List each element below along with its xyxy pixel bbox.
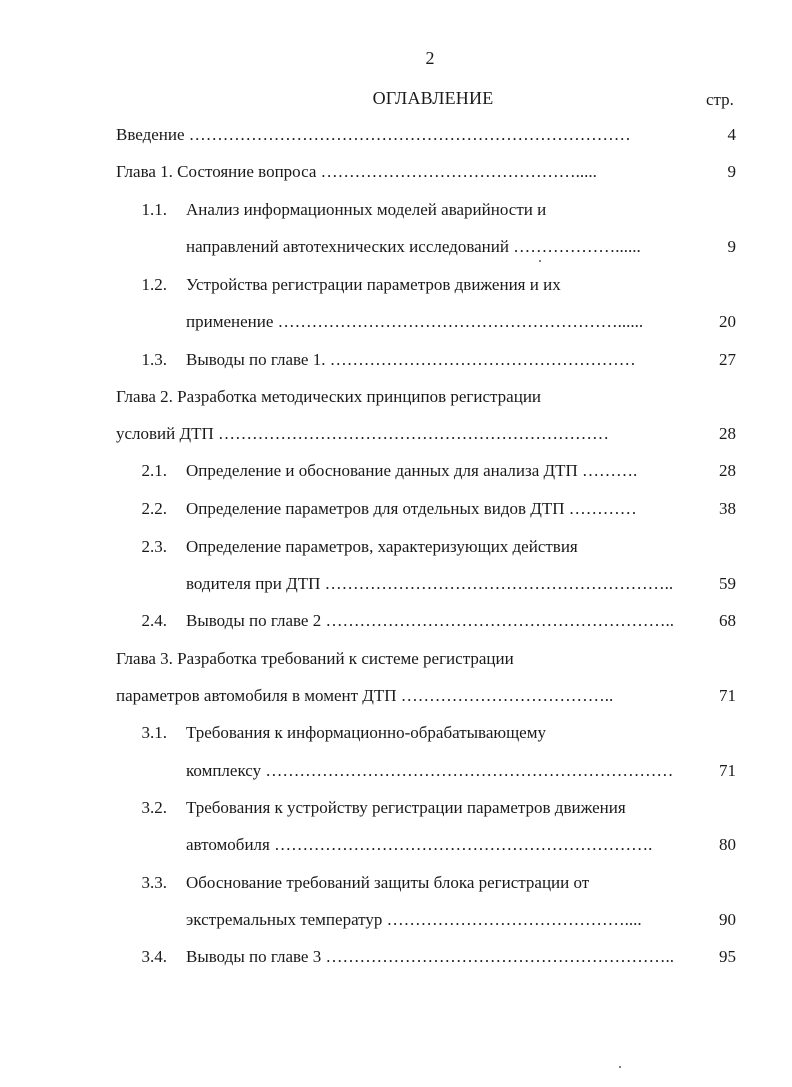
toc-entry-number: 2.3. — [141, 537, 167, 556]
toc-entry-number: 2.4. — [141, 611, 167, 630]
toc-entry-text: Обоснование требований защиты блока регистрации от — [186, 873, 590, 892]
toc-entry-text: Требования к устройству регистрации параметров движения — [186, 798, 626, 817]
toc-entry-text: Анализ информационных моделей аварийности и — [186, 200, 547, 219]
toc-entry-text: Выводы по главе 1. ……………………………………………… — [186, 350, 636, 369]
toc-entry-page: 20 — [719, 312, 736, 331]
toc-entry-number: 2.2. — [141, 499, 167, 518]
toc-entry-text: Определение и обоснование данных для анализа ДТП ………. — [186, 461, 638, 480]
toc-entry-page: 80 — [719, 835, 736, 854]
toc-entry-page: 71 — [719, 761, 736, 780]
toc-entry-page: 27 — [719, 350, 736, 369]
toc-entry-text: параметров автомобиля в момент ДТП ……………………………….. — [116, 686, 614, 705]
toc-entry-number: 3.3. — [141, 873, 167, 892]
toc-entry-text: экстремальных температур …………………………………….... — [186, 910, 642, 929]
toc-entry-page: 38 — [719, 499, 736, 518]
scan-speck — [539, 260, 541, 262]
toc-entry-page: 9 — [727, 162, 736, 181]
toc-entry-page: 4 — [727, 125, 736, 144]
toc-entry-text: направлений автотехнических исследований ………………...... — [186, 237, 641, 256]
toc-entry-text: Определение параметров для отдельных видов ДТП ………… — [186, 499, 637, 518]
toc-entry-number: 3.4. — [141, 947, 167, 966]
toc-entry-text: водителя при ДТП …………………………………………………….. — [186, 574, 674, 593]
toc-entry-text: автомобиля …………………………………………………………. — [186, 835, 653, 854]
toc-entry-number: 1.3. — [141, 350, 167, 369]
scan-speck — [619, 1066, 621, 1068]
toc-entry-number: 1.1. — [141, 200, 167, 219]
toc-entry-page: 59 — [719, 574, 736, 593]
toc-entry-number: 3.1. — [141, 723, 167, 742]
toc-entry-text: Выводы по главе 2 …………………………………………………….. — [186, 611, 674, 630]
toc-entry-number: 3.2. — [141, 798, 167, 817]
toc-entry-page: 71 — [719, 686, 736, 705]
toc-entry-page: 28 — [719, 424, 736, 443]
toc-entry-page: 90 — [719, 910, 736, 929]
toc-entry-page: 95 — [719, 947, 736, 966]
toc-entry-page: 28 — [719, 461, 736, 480]
toc-entry-page: 68 — [719, 611, 736, 630]
toc-entry-text: Определение параметров, характеризующих действия — [186, 537, 578, 556]
toc-entry-text: Введение …………………………………………………………………… — [116, 125, 631, 144]
toc-entry-text: Устройства регистрации параметров движения и их — [186, 275, 561, 294]
toc-entry-number: 1.2. — [141, 275, 167, 294]
toc-entry-number: 2.1. — [141, 461, 167, 480]
pages-column-header: стр. — [706, 90, 734, 109]
toc-entry-text: Глава 3. Разработка требований к системе регистрации — [116, 649, 514, 668]
toc-entry-text: Требования к информационно-обрабатывающему — [186, 723, 546, 742]
toc-entry-text: применение ……………………………………………………...... — [186, 312, 644, 331]
toc-entry-text: Глава 2. Разработка методических принципов регистрации — [116, 387, 542, 406]
page-number: 2 — [425, 48, 435, 68]
toc-entry-text: Глава 1. Состояние вопроса ………………………………………..... — [116, 162, 597, 181]
toc-entry-text: Выводы по главе 3 …………………………………………………….. — [186, 947, 674, 966]
toc-entry-text: условий ДТП …………………………………………………………… — [116, 424, 610, 443]
toc-title: ОГЛАВЛЕНИЕ — [372, 88, 494, 108]
toc-entry-page: 9 — [727, 237, 736, 256]
toc-entry-text: комплексу ……………………………………………………………… — [186, 761, 674, 780]
